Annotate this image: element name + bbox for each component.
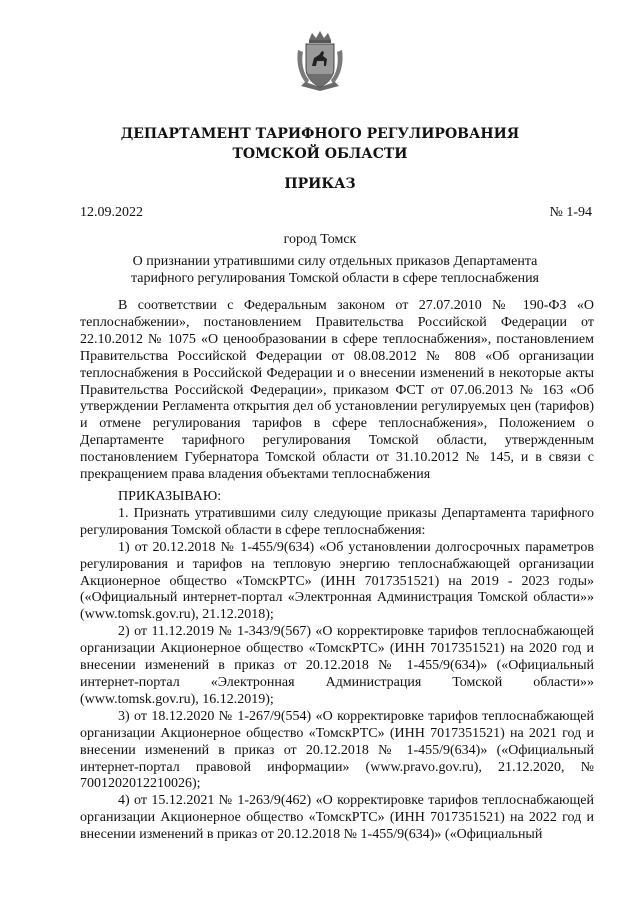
coat-of-arms-icon — [295, 30, 345, 92]
department-title-line2: ТОМСКОЙ ОБЛАСТИ — [232, 146, 408, 162]
preamble-paragraph: В соответствии с Федеральным законом от 27.07.2010 № 190-ФЗ «О теплоснабжении», постановлением Правительства Российской Федерации от 22.10.2012 № 1075 «О ценообразовании в сфере теплоснабжения», постановлением Правительства Российской Федерации от 08.08.2012 № 808 «Об организации теплоснабжения в Российской Федерации и о внесении изменений в некоторые акты Правительства Российской Федерации», приказом ФСТ от 07.06.2013 № 163 «Об утверждении Регламента открытия дел об установлении регулируемых цен (тарифов) и отмене регулирования тарифов в сфере теплоснабжения», Положением о Департаменте тарифного регулирования Томской области, утвержденным постановлением Губернатора Томской области от 31.10.2012 № 145, и в связи с прекращением права владения объектами теплоснабжения — [80, 298, 594, 483]
document-type: ПРИКАЗ — [284, 176, 356, 192]
list-item: 1) от 20.12.2018 № 1-455/9(634) «Об установлении долгосрочных параметров регулирования и тарифов на тепловую энергию теплоснабжающей организации Акционерное общество «ТомскРТС» (ИНН 7017351521) на 2019 - 2023 годы» («Официальный интернет-портал «Электронная Администрация Томской области»» (www.tomsk.gov.ru), 21.12.2018); — [80, 539, 594, 623]
list-item: 4) от 15.12.2021 № 1-263/9(462) «О корректировке тарифов теплоснабжающей организации Акционерное общество «ТомскРТС» (ИНН 7017351521) на 2022 год и внесении изменений в приказ от 20.12.2018 № 1-455/9(634)» («Официальный — [80, 793, 594, 843]
document-date: 12.09.2022 — [80, 205, 143, 220]
preamble — [80, 298, 594, 484]
orders-heading: ПРИКАЗЫВАЮ: — [118, 489, 222, 504]
document-city: город Томск — [283, 232, 357, 247]
orders-section — [80, 489, 594, 844]
clause-1: 1. Признать утратившими силу следующие приказы Департамента тарифного регулирования Томской области в сфере теплоснабжения: — [80, 505, 594, 538]
department-title — [0, 124, 640, 164]
list-item: 3) от 18.12.2020 № 1-267/9(554) «О корректировке тарифов теплоснабжающей организации Акционерное общество «ТомскРТС» (ИНН 7017351521) на 2021 год и внесении изменений в приказ от 20.12.2018 № 1-455/9(634)» («Официальный интернет-портал правовой информации» (www.pravo.gov.ru), 21.12.2020, № 7001202012210026); — [80, 708, 594, 792]
list-item: 2) от 11.12.2019 № 1-343/9(567) «О корректировке тарифов теплоснабжающей организации Акционерное общество «ТомскРТС» (ИНН 7017351521) на 2020 год и внесении изменений в приказ от 20.12.2018 № 1-455/9(634)» («Официальный интернет-портал «Электронная Администрация Томской области»» (www.tomsk.gov.ru), 16.12.2019); — [80, 624, 594, 707]
document-subject: О признании утратившими силу отдельных приказов Департамента тарифного регулирования Томской области в сфере теплоснабжения — [131, 254, 539, 286]
department-title-line1: ДЕПАРТАМЕНТ ТАРИФНОГО РЕГУЛИРОВАНИЯ — [120, 126, 520, 142]
document-number: № 1-94 — [549, 205, 592, 220]
